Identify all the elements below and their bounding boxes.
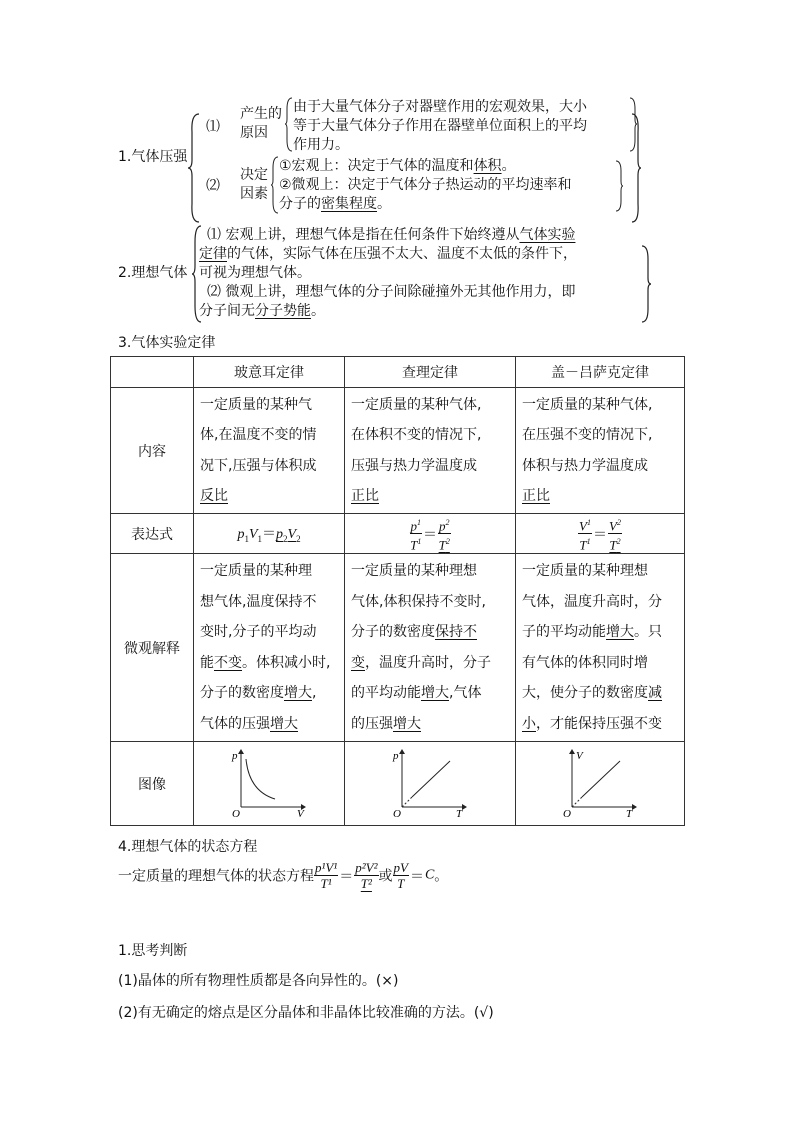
underlined-term: 分子势能	[255, 303, 311, 319]
text-line: 定律的气体，实际气体在压强不太大、温度不太低的条件下，	[199, 246, 577, 262]
section-title: 2.理想气体	[118, 265, 188, 281]
formula-cell: $\frac{p^1}{T^1}$ ＝ $\frac{p^2}{T^2}$	[345, 514, 516, 554]
boyle-graph	[229, 747, 309, 817]
graph-cell	[345, 742, 516, 826]
row-label: 内容	[111, 388, 194, 514]
arrow-icon	[238, 749, 244, 754]
text-line: 由于大量气体分子对器壁作用的宏观效果，大小	[293, 99, 587, 115]
table-header-cell: 玻意耳定律	[194, 357, 345, 388]
table-row	[111, 514, 685, 554]
table-header-cell	[111, 357, 194, 388]
axis-label: T	[456, 807, 463, 817]
dashed-extension	[572, 797, 582, 807]
graph-cell	[194, 742, 345, 826]
axis-label: V	[297, 807, 304, 817]
table-header-row	[111, 357, 685, 388]
origin-label: O	[563, 807, 571, 817]
gay-lussac-graph	[560, 747, 640, 817]
item-label: 因素	[240, 186, 268, 202]
right-brace-icon	[640, 244, 652, 324]
formula-cell: $\frac{V^1}{T^1}$ ＝ $\frac{V^2}{T^2}$	[516, 514, 685, 554]
table-cell: 一定质量的某种理想 气体,体积保持不变时, 分子的数密度保持不 变，温度升高时，分子 的平均动能增大,气体 的压强增大	[345, 554, 516, 742]
axis-label: T	[626, 807, 633, 817]
left-brace-icon	[187, 112, 201, 224]
dashed-extension	[402, 797, 412, 807]
formula-cell: $p_1V_1=p_2V_2$	[194, 514, 345, 554]
text-line: 可视为理想气体。	[199, 265, 311, 281]
text-line: ②微观上：决定于气体分子热运动的平均速率和	[279, 177, 572, 193]
right-brace-icon	[614, 160, 624, 212]
charles-graph	[390, 747, 470, 817]
item-number: ⑵	[206, 178, 220, 194]
table-header-cell: 盖－吕萨克定律	[516, 357, 685, 388]
item-label: 产生的	[240, 106, 282, 122]
text-line: 分子的密集程度。	[279, 196, 391, 212]
table-cell: 一定质量的某种气 体,在温度不变的情 况下,压强与体积成 反比	[194, 388, 345, 514]
axis-label: V	[576, 749, 583, 762]
section-title: 4.理想气体的状态方程	[118, 839, 258, 855]
text-line: ①宏观上：决定于气体的温度和体积。	[279, 158, 516, 174]
underlined-term: 定律	[199, 246, 227, 262]
underlined-term: 密集程度	[321, 196, 377, 212]
table-row	[111, 742, 685, 826]
table-cell: 一定质量的某种理 想气体,温度保持不 变时,分子的平均动 能不变。体积减小时, 分子的数密度增大, 气体的压强增大	[194, 554, 345, 742]
table-row	[111, 388, 685, 514]
question-item: (2)有无确定的熔点是区分晶体和非晶体比较准确的方法。(√)	[118, 1005, 494, 1021]
section-title: 1.气体压强	[118, 149, 188, 165]
underlined-term: 气体实验	[519, 227, 576, 243]
origin-label: O	[393, 807, 401, 817]
item-label: 原因	[240, 125, 268, 141]
table-row	[111, 554, 685, 742]
section-title: 1.思考判断	[118, 943, 188, 959]
row-label: 图像	[111, 742, 194, 826]
arrow-icon	[569, 749, 575, 754]
item-number: ⑴	[206, 119, 220, 135]
text-line: 等于大量气体分子作用在器壁单位面积上的平均	[293, 118, 587, 134]
state-equation-line: 一定质量的理想气体的状态方程 $\frac{\text{p¹V¹}}{\text{T¹}}$ ＝ $\frac{\text{p²V²}}{\text{T²}}$ 或 $\frac{pV}{T}$ ＝C。	[118, 860, 449, 891]
item-label: 决定	[240, 167, 268, 183]
arrow-icon	[632, 804, 637, 810]
table-header-cell: 查理定律	[345, 357, 516, 388]
right-brace-icon	[630, 112, 642, 224]
text-line: ⑴ 宏观上讲，理想气体是指在任何条件下始终遵从气体实验	[207, 227, 576, 243]
table-cell: 一定质量的某种气体, 在体积不变的情况下, 压强与热力学温度成 正比	[345, 388, 516, 514]
isotherm-curve	[246, 759, 275, 799]
text-line: 分子间无分子势能。	[199, 303, 325, 319]
isochoric-line	[412, 761, 450, 797]
text-line: 作用力。	[293, 137, 349, 153]
text-line: ⑵ 微观上讲，理想气体的分子间除碰撞外无其他作用力，即	[207, 284, 576, 300]
arrow-icon	[462, 804, 467, 810]
underlined-term: 体积	[473, 158, 502, 174]
table-cell: 一定质量的某种气体, 在压强不变的情况下, 体积与热力学温度成 正比	[516, 388, 685, 514]
arrow-icon	[399, 749, 405, 754]
question-item: (1)晶体的所有物理性质都是各向异性的。(×)	[118, 973, 399, 989]
table-cell: 一定质量的某种理想 气体，温度升高时，分 子的平均动能增大。只 有气体的体积同时增 大，使分子的数密度减 小，才能保持压强不变	[516, 554, 685, 742]
axis-label: p	[232, 749, 238, 762]
row-label: 表达式	[111, 514, 194, 554]
axis-label: p	[393, 749, 399, 762]
origin-label: O	[232, 807, 240, 817]
row-label: 微观解释	[111, 554, 194, 742]
isobaric-line	[582, 761, 620, 797]
section-title: 3.气体实验定律	[118, 335, 216, 351]
graph-cell	[516, 742, 685, 826]
gas-laws-table	[110, 356, 685, 826]
